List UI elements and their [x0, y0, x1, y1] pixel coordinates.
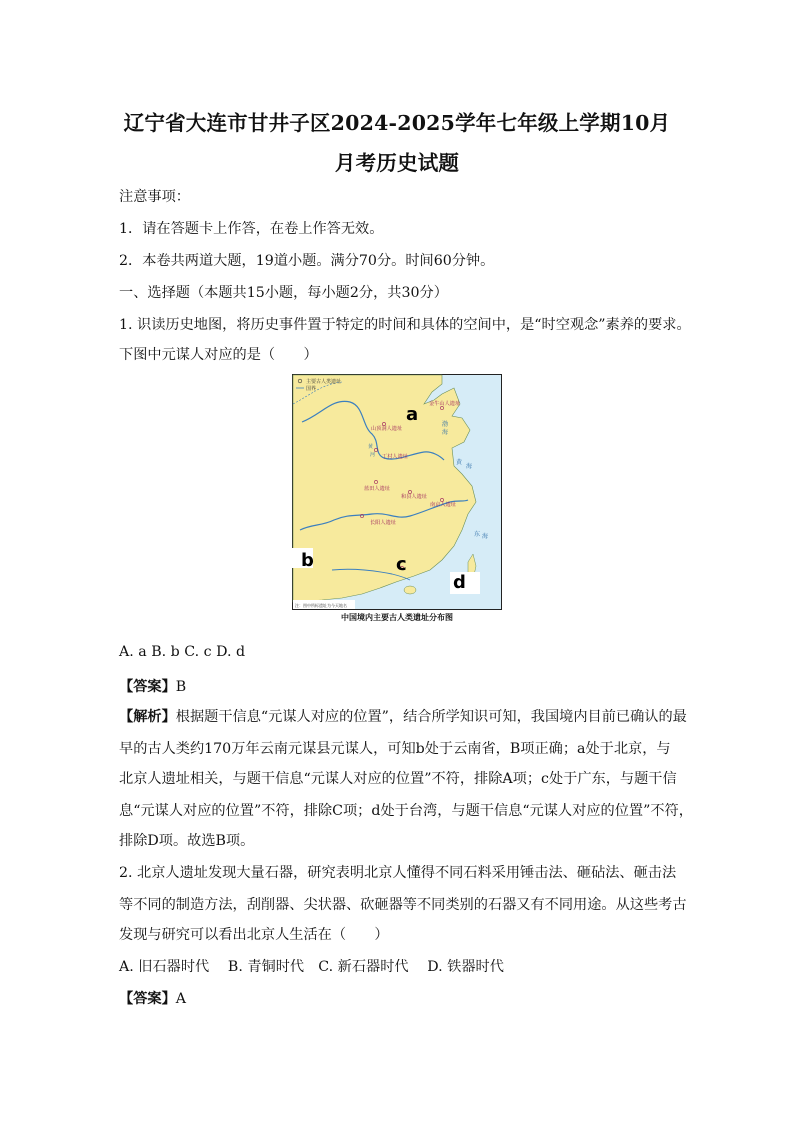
q1-options: A. a B. b C. c D. d [119, 644, 246, 660]
q2-answer [119, 988, 186, 1008]
notice-item-2: 2．本卷共两道大题，19道小题。满分70分。时间60分钟。 [119, 253, 495, 269]
legend-site-label: 主要古人类遗址 [306, 379, 342, 385]
sea-label-bo: 渤 [442, 421, 449, 428]
q1-stem-line2: 下图中元谋人对应的是（ ） [119, 347, 318, 363]
river-label-he: 河 [370, 452, 376, 458]
q1-analysis-line1 [119, 706, 687, 726]
site-shandingdong: 山顶洞人遗址 [371, 426, 403, 432]
q2-options: A. 旧石器时代 B. 青铜时代 C. 新石器时代 D. 铁器时代 [119, 959, 504, 975]
site-hexian: 和县人遗址 [401, 494, 427, 500]
section-heading: 一、选择题（本题共15小题，每小题2分，共30分） [119, 285, 448, 301]
site-dingcun: 丁村人遗址 [382, 454, 408, 460]
q2-stem-line3: 发现与研究可以看出北京人生活在（ ） [119, 927, 389, 943]
q1-analysis-line5: 排除D项。故选B项。 [119, 833, 255, 849]
sea-label-huang: 黄 [456, 459, 463, 466]
site-changyang: 长阳人遗址 [370, 520, 396, 526]
site-nanjing: 南京人遗址 [430, 502, 456, 508]
sea-label-bo-hai: 海 [442, 429, 449, 436]
sea-label-huang-hai: 海 [466, 463, 473, 470]
notice-item-1: 1．请在答题卡上作答，在卷上作答无效。 [119, 221, 384, 237]
q1-answer [119, 676, 186, 696]
sea-label-dong-hai: 海 [482, 533, 489, 540]
sea-label-dong: 东 [474, 531, 481, 538]
q1-analysis-line2: 早的古人类约170万年云南元谋县元谋人，可知b处于云南省，B项正确；a处于北京，与 [119, 741, 671, 757]
answer-value: A [175, 991, 187, 1007]
map-caption: 中国境内主要古人类遗址分布图 [341, 613, 453, 622]
answer-tag: 【答案】 [119, 991, 176, 1007]
label-c: c [396, 554, 407, 575]
page-title: 辽宁省大连市甘井子区2024-2025学年七年级上学期10月 [123, 111, 671, 135]
label-d: d [453, 572, 466, 593]
q1-analysis-line3: 北京人遗址相关，与题干信息“元谋人对应的位置”不符，排除A项；c处于广东，与题干信 [119, 771, 677, 787]
site-jinniushan: 金牛山人遗址 [429, 401, 461, 407]
answer-tag: 【答案】 [119, 679, 176, 695]
map-note: 注：图中所标遗址为今天地名 [295, 603, 347, 608]
river-label-huang: 黄 [368, 444, 374, 450]
analysis-text: 根据题干信息“元谋人对应的位置”，结合所学知识可知，我国境内目前已确认的最 [175, 709, 687, 725]
q1-analysis-line4: 息“元谋人对应的位置”不符，排除C项；d处于台湾，与题干信息“元谋人对应的位置”不符， [119, 803, 693, 819]
site-lantian: 蓝田人遗址 [364, 486, 390, 492]
legend-border-label: 国界 [306, 386, 317, 392]
label-b: b [301, 550, 314, 571]
q2-stem-line2: 等不同的制造方法，刮削器、尖状器、砍砸器等不同类别的石器又有不同用途。从这些考古 [119, 897, 687, 913]
label-a: a [406, 404, 419, 425]
answer-value: B [175, 679, 187, 695]
q2-stem-line1: 2. 北京人遗址发现大量石器，研究表明北京人懂得不同石料采用锤击法、砸砧法、砸击法 [119, 865, 677, 881]
q1-stem-line1: 1. 识读历史地图，将历史事件置于特定的时间和具体的空间中，是“时空观念”素养的要求。 [119, 317, 691, 333]
notice-heading: 注意事项： [119, 189, 190, 205]
ancient-sites-map [292, 374, 502, 610]
page-title-line2: 月考历史试题 [334, 151, 460, 175]
analysis-tag: 【解析】 [119, 709, 176, 725]
